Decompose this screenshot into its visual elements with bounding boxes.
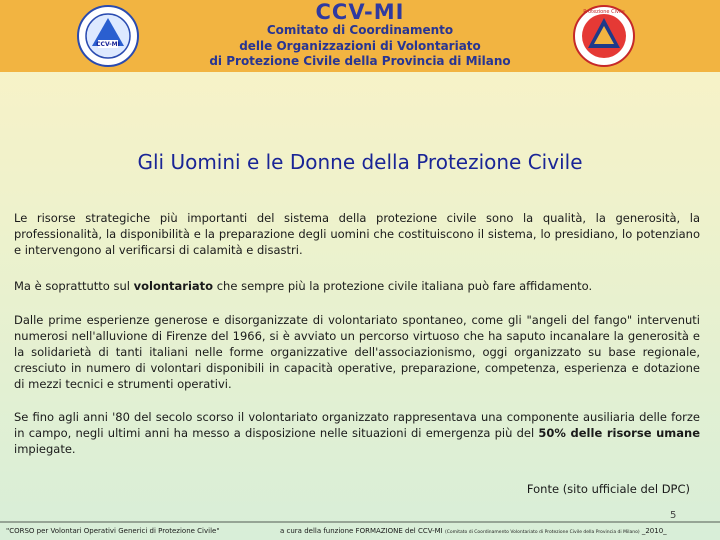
header-line-2: delle Organizzazioni di Volontariato (239, 39, 481, 53)
paragraph-4-text: Se fino agli anni '80 del secolo scorso il volontariato organizzato rappresentava una componente ausiliaria delle forze in campo, negli ultimi anni ha messo a disposizione nelle situazioni di emergenza più del (14, 410, 700, 440)
svg-text:CCV-MI: CCV-MI (96, 41, 120, 48)
brand-title: CCV-MI (315, 0, 405, 24)
source-note: Fonte (sito ufficiale del DPC) (526, 482, 690, 496)
footer-credit-small: (Comitato di Coordinamento Volontariato di Protezione Civile della Provincia di Milano) (444, 530, 640, 535)
paragraph-1: Le risorse strategiche più importanti del sistema della protezione civile sono la qualità, la generosità, la professionalità, la disponibilità e la preparazione degli uomini che costituiscono il sistema, lo presidiano, lo potenziano e intervengono al verificarsi di calamità e disastri. (14, 211, 700, 257)
paragraph-2-text: Ma è soprattutto sul (14, 279, 134, 293)
page-number: 5 (670, 510, 677, 521)
footer-credit-main: a cura della funzione FORMAZIONE del CCV-MI (280, 527, 443, 535)
paragraph-4-bold: 50% delle risorse umane (538, 426, 700, 440)
paragraph-4-text-end: impiegate. (14, 442, 76, 456)
footer-year: _2010_ (641, 527, 667, 535)
paragraph-4 (14, 409, 700, 457)
footer-credit (280, 527, 667, 535)
footer-divider (0, 521, 720, 523)
header-band (0, 0, 720, 72)
protezione-civile-logo-icon (572, 4, 636, 68)
svg-text:Protezione Civile: Protezione Civile (583, 9, 625, 15)
page-title: Gli Uomini e le Donne della Protezione Civile (137, 150, 583, 174)
footer-course-title: "CORSO per Volontari Operativi Generici di Protezione Civile" (6, 527, 220, 535)
paragraph-2-bold: volontariato (133, 279, 214, 293)
paragraph-3: Dalle prime esperienze generose e disorganizzate di volontariato spontaneo, come gli "angeli del fango" intervenuti numerosi nell'alluvione di Firenze del 1966, si è avviato un percorso virtuoso che ha saputo incanalare la generosità e la solidarietà di tanti italiani nelle forme organizzative dell'associazionismo, oggi organizzato su base regionale, cresciuto in numero di volontari disponibili in capacità operative, preparazione, competenza, esperienza e dotazione di mezzi tecnici e strumenti operativi. (14, 313, 700, 391)
paragraph-2-text-end: che sempre più la protezione civile italiana può fare affidamento. (213, 279, 593, 293)
header-line-3: di Protezione Civile della Provincia di Milano (209, 54, 511, 68)
paragraph-2 (14, 278, 700, 294)
header-line-1: Comitato di Coordinamento (266, 23, 454, 37)
